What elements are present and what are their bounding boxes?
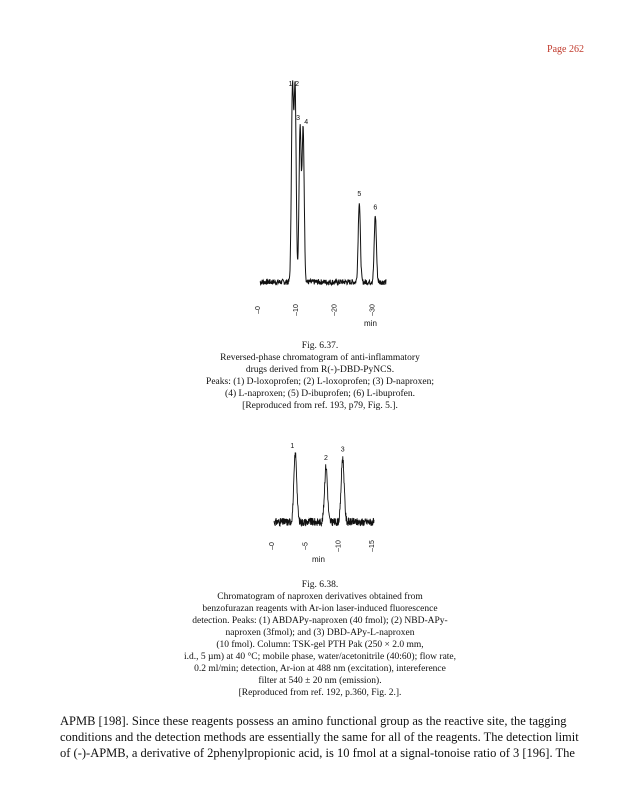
peak-label: 3 — [296, 115, 301, 123]
caption-line: Peaks: (1) D-loxoprofen; (2) L-loxoprofen; (3) D-naproxen; — [206, 377, 434, 387]
x-tick-label: –5 — [302, 542, 310, 550]
caption-line: [Reproduced from ref. 192, p.360, Fig. 2.]. — [238, 688, 402, 698]
caption-line: (4) L-naproxen; (5) D-ibuprofen; (6) L-ibuprofen. — [225, 389, 415, 399]
figure-caption-2 — [0, 579, 640, 699]
caption-line: detection. Peaks: (1) ABDAPy-naproxen (40 fmol); (2) NBD-APy- — [192, 616, 448, 626]
peak-label: 3 — [340, 446, 345, 454]
caption-line: naproxen (3fmol); and (3) DBD-APy-L-naproxen — [225, 628, 415, 638]
x-tick-label: –20 — [331, 304, 339, 316]
body-line: APMB [198]. Since these reagents possess an amino functional group as the reactive site, the tagging — [60, 714, 567, 728]
peak-label: 5 — [357, 191, 362, 199]
x-axis-label: min — [364, 319, 377, 328]
caption-line: [Reproduced from ref. 193, p79, Fig. 5.]. — [242, 401, 398, 411]
body-paragraph — [60, 713, 605, 761]
peak-label: 4 — [304, 119, 309, 126]
x-tick-label: –0 — [269, 542, 276, 550]
body-line: of (-)-APMB, a derivative of 2phenylpropionic acid, is 10 fmol at a signal-tonoise ratio of 3 [196]. The — [60, 746, 575, 760]
figure-title: Fig. 6.37. — [301, 341, 339, 351]
chromatogram-fig-6-37 — [240, 60, 400, 335]
figure-title: Fig. 6.38. — [301, 580, 339, 590]
caption-line: drugs derived from R(-)-DBD-PyNCS. — [245, 365, 395, 375]
x-tick-label: –0 — [255, 306, 262, 314]
x-tick-label: –30 — [369, 304, 377, 316]
peak-label: 1 — [290, 443, 295, 450]
peak-label: 2 — [295, 81, 300, 88]
caption-line: (10 fmol). Column: TSK-gel PTH Pak (250 × 2.0 mm, — [216, 640, 424, 650]
caption-line: Chromatogram of naproxen derivatives obtained from — [217, 592, 423, 602]
x-tick-label: –15 — [369, 540, 376, 552]
x-tick-label: –10 — [335, 540, 343, 552]
x-axis-label: min — [312, 555, 325, 564]
page-number: Page 262 — [547, 44, 584, 55]
x-tick-label: –10 — [293, 304, 301, 316]
chromatogram-fig-6-38 — [260, 418, 390, 568]
body-line: conditions and the detection methods are essentially the same for all of the reagents. The detection limit — [60, 730, 579, 744]
peak-label: 6 — [373, 204, 378, 212]
caption-line: filter at 540 ± 20 nm (emission). — [258, 676, 382, 686]
peak-label: 2 — [324, 455, 328, 463]
chromatogram-trace — [260, 80, 386, 284]
caption-line: Reversed-phase chromatogram of anti-inflammatory — [220, 353, 420, 363]
caption-line: 0.2 ml/min; detection, Ar-ion at 488 nm (excitation), intereference — [194, 664, 446, 674]
chromatogram-trace — [274, 452, 374, 526]
peak-label: 1 — [288, 81, 293, 88]
figure-caption-1 — [0, 340, 640, 412]
caption-line: i.d., 5 µm) at 40 °C; mobile phase, water/acetonitrile (40:60); flow rate, — [183, 652, 457, 662]
caption-line: benzofurazan reagents with Ar-ion laser-induced fluorescence — [202, 604, 438, 614]
